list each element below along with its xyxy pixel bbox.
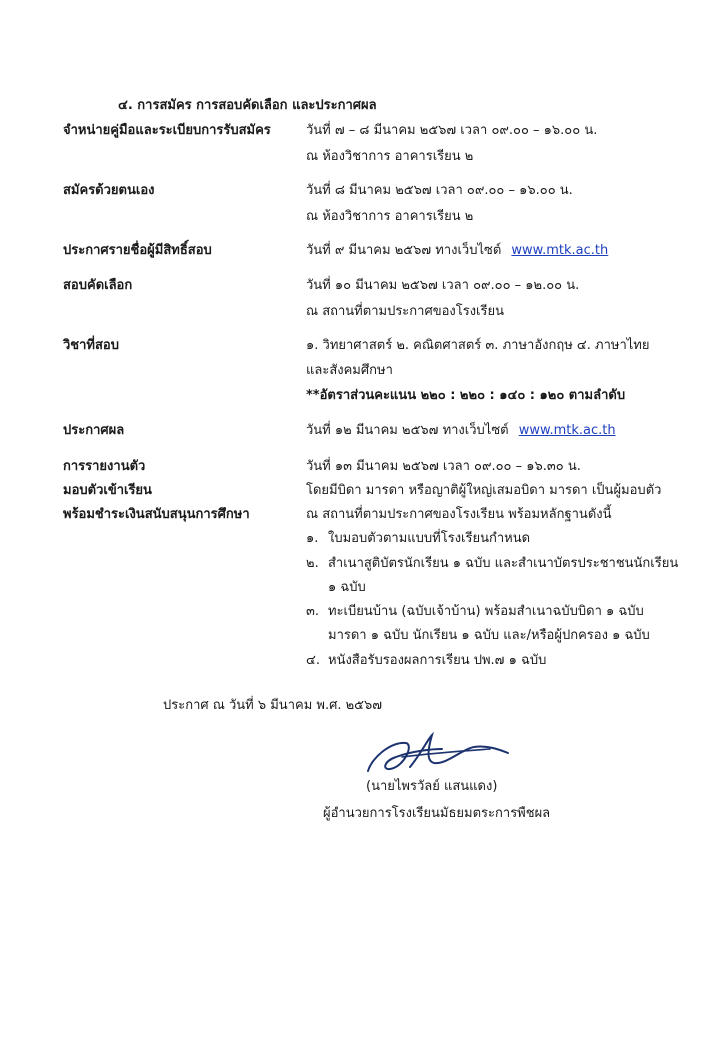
row-label-apply: สมัครด้วยตนเอง	[63, 183, 155, 198]
row-label-eligible-list: ประกาศรายชื่อผู้มีสิทธิ์สอบ	[63, 243, 212, 258]
list-item: ทะเบียนบ้าน (ฉบับเจ้าบ้าน) พร้อมสำเนาฉบับบิดา ๑ ฉบับ	[328, 604, 644, 619]
row-value-line: วันที่ ๑๐ มีนาคม ๒๕๖๗ เวลา ๐๙.๐๐ – ๑๒.๐๐ น.	[306, 278, 580, 293]
row-label-exam: สอบคัดเลือก	[63, 278, 133, 293]
row-value-line: และสังคมศึกษา	[306, 363, 393, 378]
list-item: สำเนาสูติบัตรนักเรียน ๑ ฉบับ และสำเนาบัตรประชาชนนักเรียน	[328, 556, 679, 571]
row-label-subjects: วิชาที่สอบ	[63, 338, 119, 353]
website-link[interactable]: www.mtk.ac.th	[511, 243, 609, 258]
row-label-results: ประกาศผล	[63, 423, 125, 438]
list-number: ๔.	[306, 653, 320, 668]
score-ratio-note: **อัตราส่วนคะแนน ๒๒๐ : ๒๒๐ : ๑๔๐ : ๑๒๐ ตามลำดับ	[306, 388, 626, 403]
report-line: โดยมีบิดา มารดา หรือญาติผู้ใหญ่เสมอบิดา มารดา เป็นผู้มอบตัว	[306, 483, 662, 498]
list-item: มารดา ๑ ฉบับ นักเรียน ๑ ฉบับ และ/หรือผู้ปกครอง ๑ ฉบับ	[328, 628, 650, 643]
row-value-line: ณ ห้องวิชาการ อาคารเรียน ๒	[306, 149, 474, 164]
signature-image	[362, 727, 512, 779]
report-line: ณ สถานที่ตามประกาศของโรงเรียน พร้อมหลักฐานดังนี้	[306, 507, 612, 522]
list-item: หนังสือรับรองผลการเรียน ปพ.๗ ๑ ฉบับ	[328, 653, 547, 668]
row-value-line: วันที่ ๘ มีนาคม ๒๕๖๗ เวลา ๐๙.๐๐ – ๑๖.๐๐ น.	[306, 183, 573, 198]
row-value-line	[306, 422, 616, 440]
row-value-text: วันที่ ๙ มีนาคม ๒๕๖๗ ทางเว็บไซต์	[306, 243, 502, 258]
row-value-line: ณ สถานที่ตามประกาศของโรงเรียน	[306, 304, 504, 319]
list-number: ๑.	[306, 531, 319, 546]
list-number: ๓.	[306, 604, 320, 619]
row-value-line	[306, 242, 608, 260]
row-value-line: ณ ห้องวิชาการ อาคารเรียน ๒	[306, 209, 474, 224]
signer-name: (นายไพรวัลย์ แสนแดง)	[366, 779, 498, 794]
row-value-text: วันที่ ๑๒ มีนาคม ๒๕๖๗ ทางเว็บไซต์	[306, 423, 509, 438]
list-item: ใบมอบตัวตามแบบที่โรงเรียนกำหนด	[328, 531, 531, 546]
report-label: มอบตัวเข้าเรียน	[63, 483, 152, 498]
signer-title: ผู้อำนวยการโรงเรียนมัธยมตระการพืชผล	[323, 806, 551, 821]
section-title: ๔. การสมัคร การสอบคัดเลือก และประกาศผล	[118, 98, 377, 113]
row-value-line: วันที่ ๗ – ๘ มีนาคม ๒๕๖๗ เวลา ๐๙.๐๐ – ๑๖.๐๐ น.	[306, 123, 598, 138]
list-item: ๑ ฉบับ	[328, 580, 366, 595]
report-line: วันที่ ๑๓ มีนาคม ๒๕๖๗ เวลา ๐๙.๐๐ – ๑๖.๓๐ น.	[306, 459, 581, 474]
report-label: การรายงานตัว	[63, 459, 146, 474]
row-value-line: ๑. วิทยาศาสตร์ ๒. คณิตศาสตร์ ๓. ภาษาอังกฤษ ๔. ภาษาไทย	[306, 338, 650, 353]
list-number: ๒.	[306, 556, 319, 571]
row-label-handbook: จำหน่ายคู่มือและระเบียบการรับสมัคร	[63, 123, 271, 138]
announcement-date: ประกาศ ณ วันที่ ๖ มีนาคม พ.ศ. ๒๕๖๗	[163, 698, 383, 713]
report-label: พร้อมชำระเงินสนับสนุนการศึกษา	[63, 507, 250, 522]
website-link[interactable]: www.mtk.ac.th	[518, 423, 616, 438]
